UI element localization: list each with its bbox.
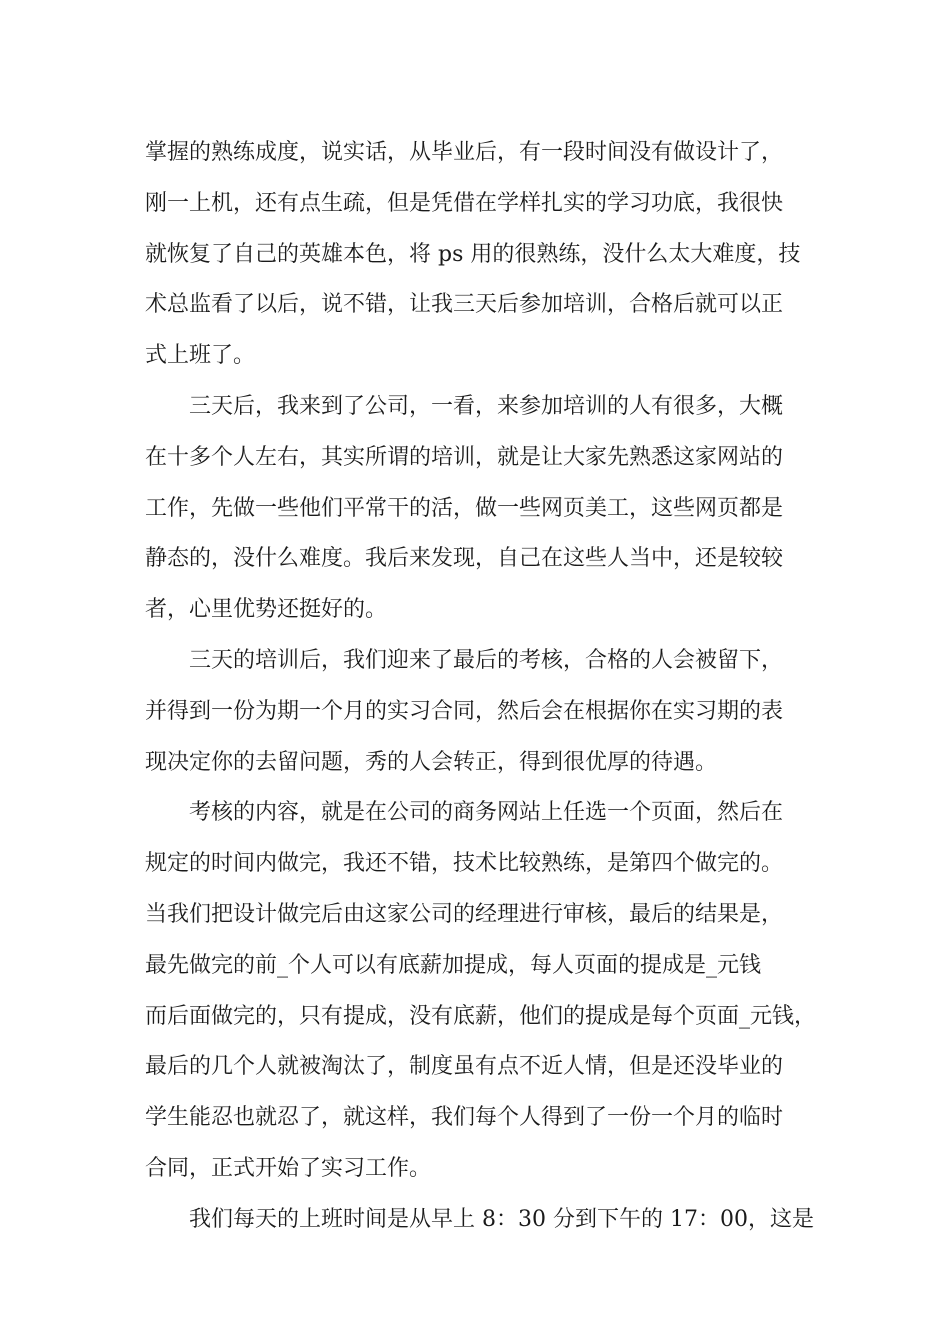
text-line: 最先做完的前_个人可以有底薪加提成，每人页面的提成是_元钱 — [145, 952, 762, 978]
text-line: 当我们把设计做完后由这家公司的经理进行审核，最后的结果是， — [145, 901, 784, 927]
text-line: 规定的时间内做完，我还不错，技术比较熟练，是第四个做完的。 — [145, 851, 784, 877]
paragraph-first-line: 三天的培训后，我们迎来了最后的考核，合格的人会被留下， — [189, 647, 784, 673]
text-line: 术总监看了以后，说不错，让我三天后参加培训，合格后就可以正 — [145, 292, 784, 318]
text-line: 并得到一份为期一个月的实习合同，然后会在根据你在实习期的表 — [145, 698, 784, 724]
paragraph-first-line: 我们每天的上班时间是从早上 8：30 分到下午的 17：00，这是 — [189, 1206, 814, 1232]
paragraph-first-line: 考核的内容，就是在公司的商务网站上任选一个页面，然后在 — [189, 800, 784, 826]
text-line: 现决定你的去留问题，秀的人会转正，得到很优厚的待遇。 — [145, 749, 718, 775]
text-line: 就恢复了自己的英雄本色，将 ps 用的很熟练，没什么太大难度，技 — [145, 241, 801, 267]
text-line: 工作，先做一些他们平常干的活，做一些网页美工，这些网页都是 — [145, 495, 784, 521]
text-line: 学生能忍也就忍了，就这样，我们每个人得到了一份一个月的临时 — [145, 1105, 784, 1131]
text-line: 合同，正式开始了实习工作。 — [145, 1155, 432, 1181]
text-line: 静态的，没什么难度。我后来发现，自己在这些人当中，还是较较 — [145, 546, 784, 572]
text-line: 掌握的熟练成度，说实话，从毕业后，有一段时间没有做设计了， — [145, 140, 784, 165]
text-line: 刚一上机，还有点生疏，但是凭借在学样扎实的学习功底，我很快 — [145, 190, 784, 216]
text-line: 而后面做完的，只有提成，没有底薪，他们的提成是每个页面_元钱， — [145, 1003, 817, 1029]
paragraph-first-line: 三天后，我来到了公司，一看，来参加培训的人有很多，大概 — [189, 393, 784, 419]
text-line: 式上班了。 — [145, 343, 256, 369]
text-line: 在十多个人左右，其实所谓的培训，就是让大家先熟悉这家网站的 — [145, 444, 784, 470]
document-body — [145, 128, 815, 1246]
text-line: 最后的几个人就被淘汰了，制度虽有点不近人情，但是还没毕业的 — [145, 1054, 784, 1080]
text-line: 者，心里优势还挺好的。 — [145, 597, 388, 623]
